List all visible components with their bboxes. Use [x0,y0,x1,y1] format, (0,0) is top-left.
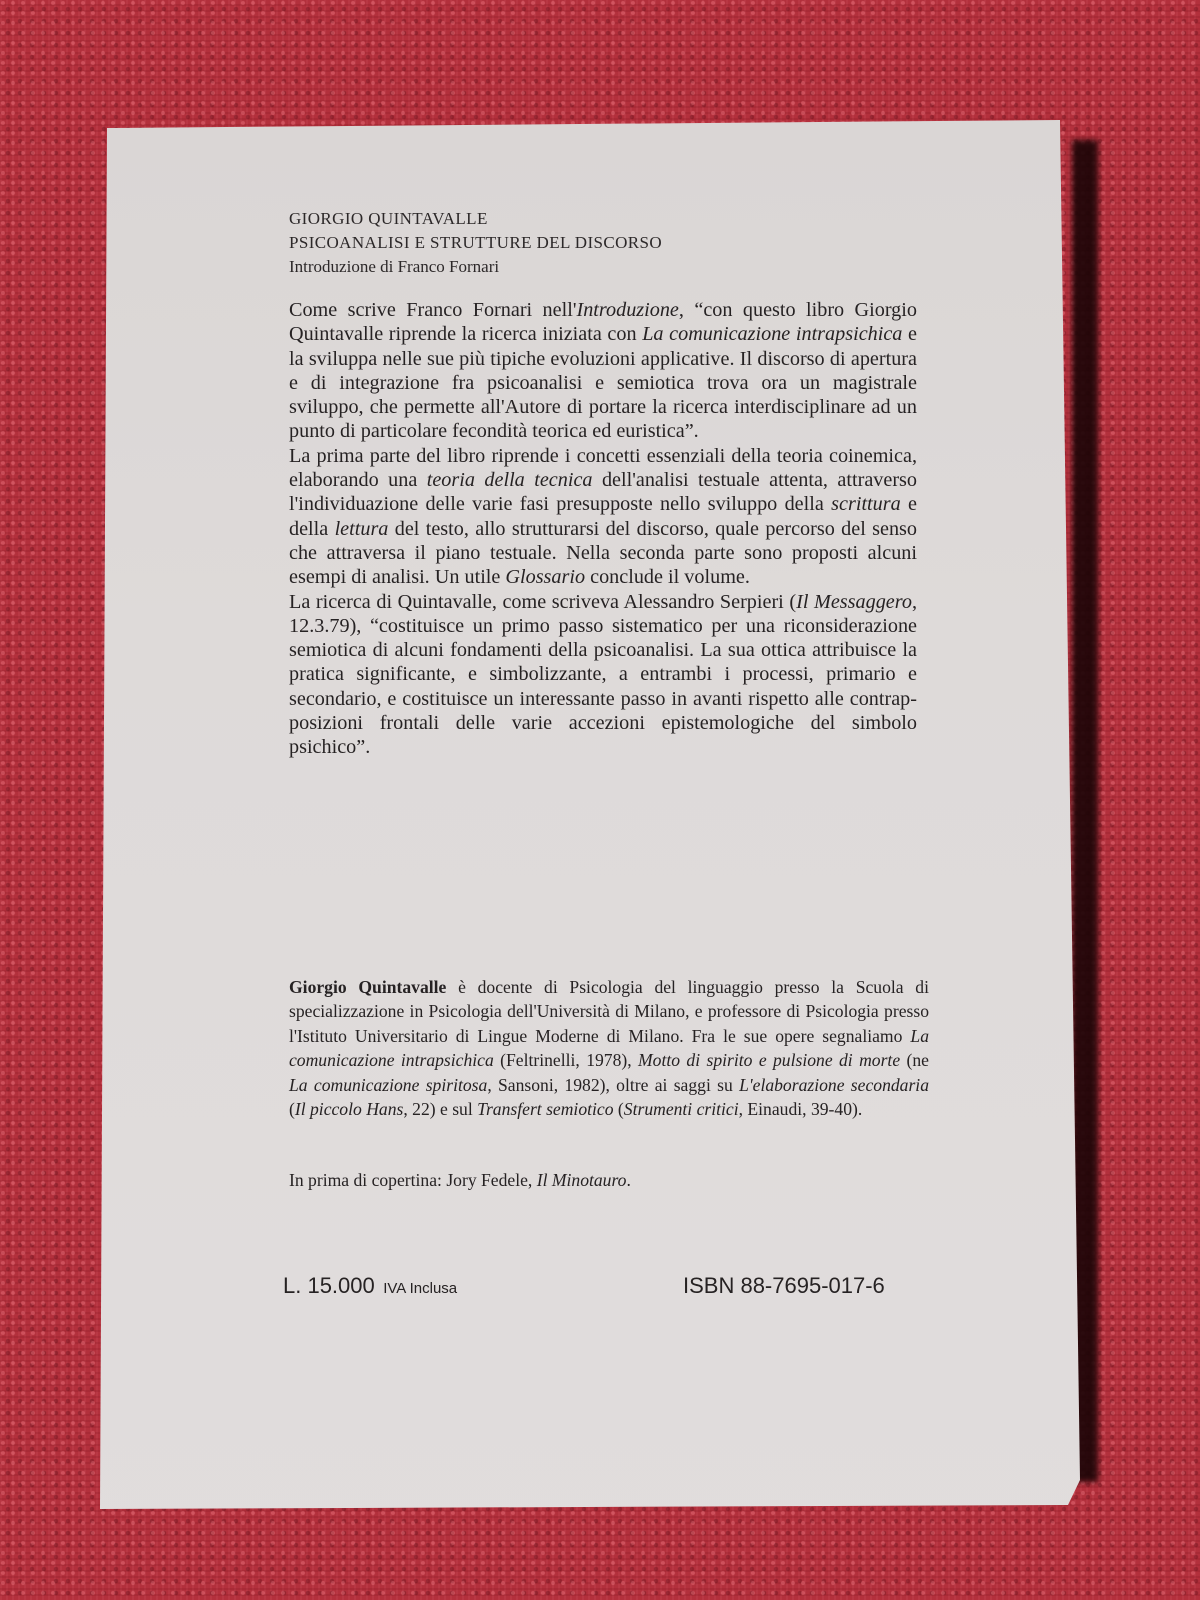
text-run: Come scrive Franco Fornari nell' [289,299,577,321]
italic-title: Strumenti critici [623,1099,739,1120]
blurb [289,298,917,760]
price-label [283,1273,457,1299]
text-run: , 12.3.79), “costituisce un primo passo sistematico per una riconsiderazione semiotica di alcuni fondamenti della psicoanalisi. La sua ottica attribuisce la pratica significante, e simbolizzante, a entrambi i processi, primario e secondario, e costituisce un interessante passo in avanti rispetto alle contrap-posizioni frontali delle varie accezioni epistemologiche del simbolo psichico”. [289,590,918,759]
italic-title: La comunicazione intrapsichica [642,323,903,346]
text-run: (ne [900,1050,929,1071]
text-run: , Einaudi, 39-40). [738,1099,863,1120]
text-run: , “con questo libro Giorgio Quintavalle riprende la ricerca iniziata con [289,299,917,346]
text-run: ( [289,1099,295,1120]
italic-title: La comunicazione spiritosa [289,1074,488,1095]
text-run: (Feltrinelli, 1978), [493,1050,639,1071]
text-run: conclude il volume. [585,566,750,589]
blurb-paragraph-2 [289,444,917,590]
author-bio [289,975,929,1121]
introduction-credit: Introduzione di Franco Fornari [289,257,500,276]
italic-title: Introduzione [576,299,679,321]
bold-name: Giorgio Quintavalle [289,977,447,997]
text-run: , Sansoni, 1982), oltre ai saggi su [487,1074,740,1095]
cover-art-credit [289,1170,631,1191]
italic-title: La comunicazione intrapsichica [289,1025,929,1071]
blurb-paragraph-3 [289,590,917,760]
italic-title: scrittura [831,493,901,516]
author-name: GIORGIO QUINTAVALLE [289,209,488,228]
italic-title: L'elaborazione secondaria [739,1074,929,1095]
cover-credit-work: Il Minotauro [536,1170,627,1190]
italic-title: Il Messaggero [796,590,912,613]
italic-title: Il piccolo Hans [294,1099,404,1120]
text-run: del testo, allo strutturarsi del discorso, quale percorso del senso che attraversa il piano testuale. Nella seconda parte sono proposti alcuni esempi di analisi. Un utile [289,517,917,589]
price-amount: L. 15.000 [283,1273,375,1298]
text-run: e della [289,493,917,540]
isbn-number: ISBN 88-7695-017-6 [683,1273,885,1298]
cover-credit-prefix: In prima di copertina: Jory Fedele, [289,1170,537,1190]
italic-title: lettura [334,517,389,540]
italic-title: Glossario [505,566,586,589]
text-run: e la sviluppa nelle sue più tipiche evoluzioni applicative. Il discorso di apertura e di integrazione fra psicoanalisi e semiotica trova ora un magistrale sviluppo, che permette all'Autore di portare la ricerca interdisciplinare ad un punto di particolare fecondità teorica ed euristica”. [289,323,917,443]
book-header [289,207,929,279]
italic-title: teoria della tecnica [426,469,593,492]
text-run: La prima parte del libro riprende i concetti essenziali della teoria coinemica, elaborando una [289,444,917,492]
italic-title: Motto di spirito e pulsione di morte [638,1050,901,1071]
blurb-paragraph-1 [289,298,917,444]
text-run: ( [613,1099,624,1120]
text-run: , 22) e sul [403,1099,478,1120]
text-run: La ricerca di Quintavalle, come scriveva Alessandro Serpieri ( [289,590,797,613]
vat-note: IVA Inclusa [383,1280,458,1297]
italic-title: Transfert semiotico [477,1099,614,1120]
text-run: è docente di Psicologia del linguaggio presso la Scuola di specializzazione in Psicologia dell'Università di Milano, e professore di Psicologia presso l'Istituto Universitario di Lingue Moderne di Milano. Fra le sue opere segnaliamo [289,977,929,1046]
text-run: dell'analisi testuale attenta, attraverso l'individuazione delle varie fasi presupposte nello sviluppo della [289,469,918,516]
cover-credit-suffix: . [626,1170,631,1190]
book-title: PSICOANALISI E STRUTTURE DEL DISCORSO [289,233,663,252]
author-bio-paragraph [289,975,929,1121]
